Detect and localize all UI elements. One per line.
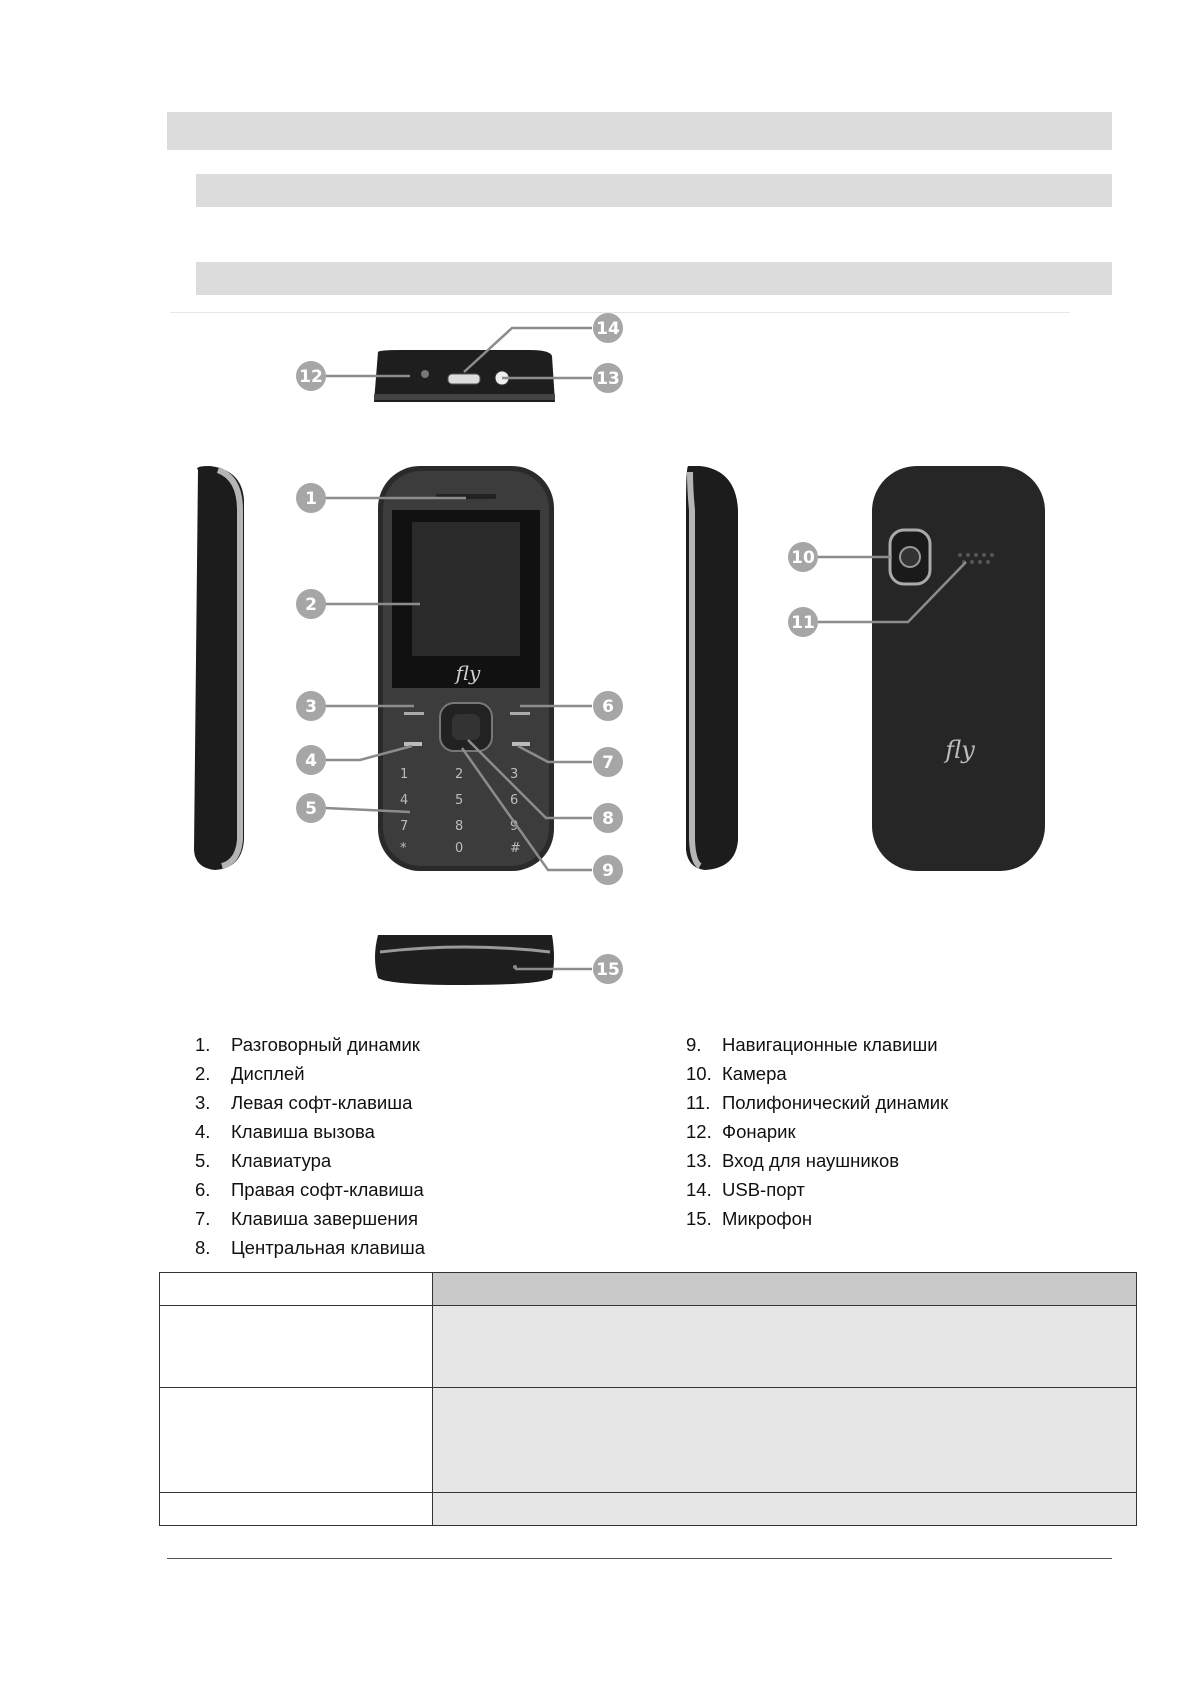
svg-text:8: 8 (602, 809, 614, 829)
callout-15 (593, 954, 623, 984)
table-cell (433, 1306, 1137, 1388)
legend-number: 5. (195, 1150, 211, 1171)
callout-11 (788, 607, 818, 637)
legend-item (195, 1233, 425, 1262)
phone-bottom-edge (375, 935, 554, 985)
svg-text:2: 2 (455, 767, 464, 782)
table-cell (433, 1388, 1137, 1493)
svg-text:3: 3 (510, 767, 519, 782)
legend-number: 3. (195, 1092, 211, 1113)
svg-text:10: 10 (791, 548, 815, 568)
legend-number: 14. (686, 1179, 712, 1200)
table-row (160, 1273, 1137, 1306)
legend-label: Микрофон (722, 1208, 813, 1229)
phone-front (378, 466, 554, 871)
legend-item (195, 1204, 425, 1233)
legend-label: USB-порт (722, 1179, 805, 1200)
table-row (160, 1306, 1137, 1388)
legend-item (195, 1117, 425, 1146)
legend-item (195, 1030, 425, 1059)
legend-item (195, 1146, 425, 1175)
legend-number: 9. (686, 1034, 702, 1055)
callout-10 (788, 542, 818, 572)
svg-text:13: 13 (596, 369, 620, 389)
svg-text:11: 11 (791, 613, 815, 633)
svg-text:5: 5 (305, 799, 317, 819)
table-cell (160, 1388, 433, 1493)
legend-label: Навигационные клавиши (722, 1034, 938, 1055)
legend-item (686, 1117, 948, 1146)
table-cell (160, 1306, 433, 1388)
legend-number: 1. (195, 1034, 211, 1055)
legend-label: Вход для наушников (722, 1150, 900, 1171)
legend-number: 4. (195, 1121, 211, 1142)
legend-item (686, 1059, 948, 1088)
legend-label: Фонарик (722, 1121, 796, 1142)
legend-item (686, 1146, 948, 1175)
callout-14 (593, 313, 623, 343)
svg-text:12: 12 (299, 367, 323, 387)
legend-right-column (686, 1030, 948, 1233)
svg-text:2: 2 (305, 595, 317, 615)
legend-left-column (195, 1030, 425, 1262)
legend-number: 7. (195, 1208, 211, 1229)
table-cell (160, 1273, 433, 1306)
svg-text:9: 9 (602, 861, 614, 881)
front-logo: fly (455, 661, 481, 685)
legend-label: Полифонический динамик (722, 1092, 949, 1113)
callout-9 (593, 855, 623, 885)
callout-5 (296, 793, 326, 823)
table-cell (160, 1493, 433, 1526)
legend-number: 15. (686, 1208, 712, 1229)
callout-4 (296, 745, 326, 775)
legend-label: Клавиша вызова (231, 1121, 375, 1142)
legend-number: 8. (195, 1237, 211, 1258)
svg-text:*: * (400, 841, 407, 856)
svg-text:1: 1 (305, 489, 317, 509)
svg-text:4: 4 (400, 793, 409, 808)
legend-label: Левая софт-клавиша (231, 1092, 413, 1113)
callout-3 (296, 691, 326, 721)
legend-number: 13. (686, 1150, 712, 1171)
svg-text:#: # (510, 841, 521, 856)
legend-number: 12. (686, 1121, 712, 1142)
legend-label: Дисплей (231, 1063, 305, 1084)
legend-label: Камера (722, 1063, 787, 1084)
back-logo: fly (945, 736, 975, 764)
callout-13 (593, 363, 623, 393)
phone-right-side (686, 466, 738, 870)
svg-text:6: 6 (602, 697, 614, 717)
svg-text:0: 0 (455, 841, 464, 856)
callout-2 (296, 589, 326, 619)
legend-label: Центральная клавиша (231, 1237, 426, 1258)
legend-label: Разговорный динамик (231, 1034, 420, 1055)
callout-1 (296, 483, 326, 513)
svg-text:15: 15 (596, 960, 620, 980)
svg-text:9: 9 (510, 819, 519, 834)
legend-label: Клавиша завершения (231, 1208, 418, 1229)
legend-number: 6. (195, 1179, 211, 1200)
svg-text:1: 1 (400, 767, 409, 782)
footer-rule (167, 1558, 1112, 1559)
legend-item (686, 1175, 948, 1204)
legend-number: 2. (195, 1063, 211, 1084)
callout-8 (593, 803, 623, 833)
svg-text:7: 7 (400, 819, 409, 834)
table-cell (433, 1493, 1137, 1526)
legend-item (195, 1088, 425, 1117)
table-row (160, 1493, 1137, 1526)
table-row (160, 1388, 1137, 1493)
legend-number: 10. (686, 1063, 712, 1084)
legend-item (686, 1204, 948, 1233)
legend-item (195, 1175, 425, 1204)
legend-item (195, 1059, 425, 1088)
phone-back (872, 466, 1045, 871)
phone-left-side (194, 466, 244, 870)
svg-text:8: 8 (455, 819, 464, 834)
svg-text:14: 14 (596, 319, 620, 339)
callout-12 (296, 361, 326, 391)
legend-item (686, 1030, 948, 1059)
legend-number: 11. (686, 1092, 711, 1113)
spec-table (159, 1272, 1137, 1526)
legend-item (686, 1088, 948, 1117)
svg-text:6: 6 (510, 793, 519, 808)
svg-text:7: 7 (602, 753, 614, 773)
legend-label: Клавиатура (231, 1150, 332, 1171)
callout-7 (593, 747, 623, 777)
table-cell (433, 1273, 1137, 1306)
svg-text:3: 3 (305, 697, 317, 717)
callout-badges (296, 313, 818, 984)
svg-text:5: 5 (455, 793, 464, 808)
legend-label: Правая софт-клавиша (231, 1179, 424, 1200)
callout-6 (593, 691, 623, 721)
svg-text:4: 4 (305, 751, 317, 771)
